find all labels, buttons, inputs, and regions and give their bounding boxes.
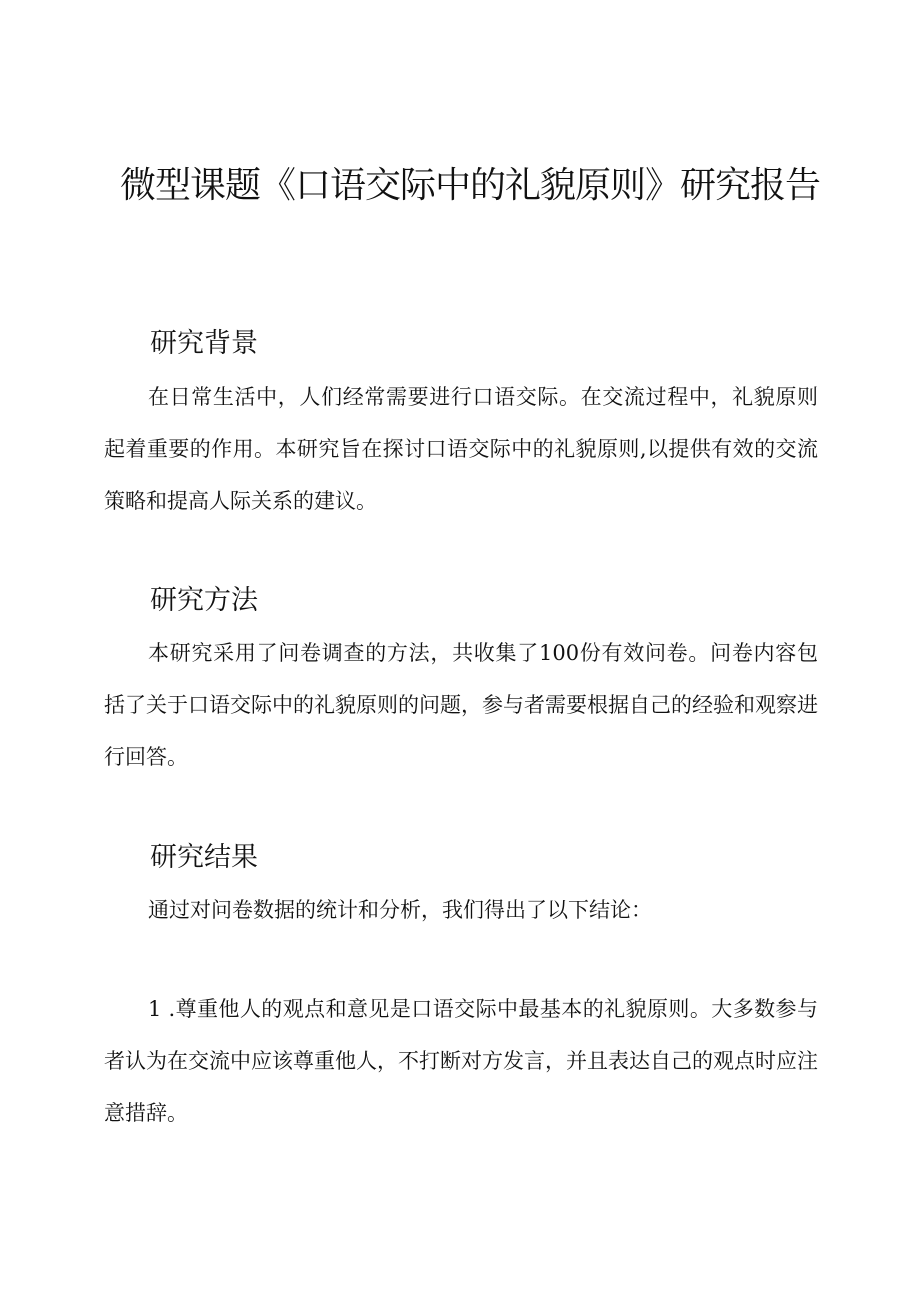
section-paragraph-method: 本研究采用了问卷调查的方法，共收集了100份有效问卷。问卷内容包括了关于口语交际中的礼貌原则的问题，参与者需要根据自己的经验和观察进行回答。 — [104, 641, 818, 769]
section-paragraph-background: 在日常生活中，人们经常需要进行口语交际。在交流过程中，礼貌原则起着重要的作用。本研究旨在探讨口语交际中的礼貌原则,以提供有效的交流策略和提高人际关系的建议。 — [104, 385, 818, 513]
conclusion-item: 1 .尊重他人的观点和意见是口语交际中最基本的礼貌原则。大多数参与者认为在交流中应该尊重他人，不打断对方发言，并且表达自己的观点时应注意措辞。 — [104, 997, 818, 1125]
document-title: 微型课题《口语交际中的礼貌原则》研究报告 — [119, 165, 820, 206]
section-heading-results: 研究结果 — [150, 842, 258, 873]
section-paragraph-results: 通过对问卷数据的统计和分析，我们得出了以下结论： — [148, 898, 652, 922]
section-heading-method: 研究方法 — [150, 585, 258, 616]
section-heading-background: 研究背景 — [150, 328, 258, 359]
